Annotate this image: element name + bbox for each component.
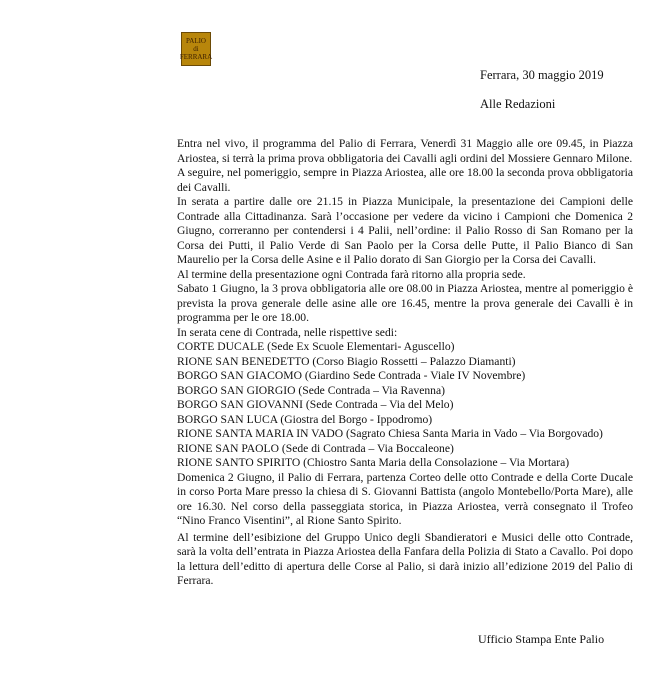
logo-line-3: FERRARA [179, 53, 213, 61]
logo-line-2: di [193, 45, 199, 53]
contrada-item: BORGO SAN GIORGIO (Sede Contrada – Via Ravenna) [177, 383, 445, 397]
letter-date: Ferrara, 30 maggio 2019 [480, 68, 604, 82]
paragraph-finale: Al termine dell’esibizione del Gruppo Unico degli Sbandieratori e Musici delle otto Contrade, sarà la volta dell’entrata in Piazza Ariostea della Fanfara della Polizia di Stato a Cavallo. Poi dopo la lettura dell’editto di apertura delle Corse al Palio, si darà inizio all’edizione 2019 del Palio di Ferrara. [177, 530, 633, 587]
paragraph-saturday: Sabato 1 Giugno, la 3 prova obbligatoria alle ore 08.00 in Piazza Ariostea, mentre al pomeriggio è prevista la prova generale delle asine alle ore 16.45, mentre la prova generale dei Cavalli è in programma per le ore 18.00. [177, 282, 633, 324]
contrada-item: BORGO SAN GIACOMO (Giardino Sede Contrada - Viale IV Novembre) [177, 369, 526, 382]
paragraph-dinners: In serata cene di Contrada, nelle rispettive sedi: [177, 325, 398, 339]
paragraph-intro: Entra nel vivo, il programma del Palio di Ferrara, Venerdì 31 Maggio alle ore 09.45, in Piazza Ariostea, si terrà la prima prova obbligatoria dei Cavalli agli ordini del Mossiere Gennaro Milone. [177, 137, 633, 165]
paragraph-afternoon: A seguire, nel pomeriggio, sempre in Piazza Ariostea, alle ore 18.00 la seconda prova obbligatoria dei Cavalli. [177, 166, 633, 194]
logo-line-1: PALIO [186, 37, 206, 45]
paragraph-evening: In serata a partire dalle ore 21.15 in Piazza Municipale, la presentazione dei Campioni delle Contrade alla Cittadinanza. Sarà l’occasione per vedere da vicino i Campioni che Domenica 2 Giugno, correranno per contendersi i 4 Palii, nell’ordine: il Palio Rosso di San Romano per la Corsa dei Putti, il Palio Verde di San Paolo per la Corsa delle Putte, il Palio Bianco di San Maurelio per la Corsa delle Asine e il Palio dorato di San Giorgio per la Corsa dei Cavalli. [177, 195, 633, 266]
signature: Ufficio Stampa Ente Palio [478, 632, 605, 646]
contrada-item: RIONE SANTA MARIA IN VADO (Sagrato Chiesa Santa Maria in Vado – Via Borgovado) [177, 427, 603, 440]
contrada-item: RIONE SAN PAOLO (Sede di Contrada – Via Boccaleone) [177, 441, 454, 455]
paragraph-sunday: Domenica 2 Giugno, il Palio di Ferrara, partenza Corteo delle otto Contrade e della Corte Ducale in corso Porta Mare presso la chiesa di S. Giovanni Battista (angolo Montebello/Porta Mare), alle ore 16.30. Nel corso della passeggiata storica, in Piazza Ariostea, verrà consegnato il Trofeo “Nino Franco Visentini”, al Rione Santo Spirito. [177, 470, 633, 527]
paragraph-return: Al termine della presentazione ogni Contrada farà ritorno alla propria sede. [177, 267, 526, 281]
contrada-item: BORGO SAN GIOVANNI (Sede Contrada – Via del Melo) [177, 398, 454, 411]
letter-recipient: Alle Redazioni [480, 97, 556, 111]
contrada-item: RIONE SAN BENEDETTO (Corso Biagio Rossetti – Palazzo Diamanti) [177, 354, 516, 368]
contrada-item: RIONE SANTO SPIRITO (Chiostro Santa Maria della Consolazione – Via Mortara) [177, 456, 570, 469]
letter-body [177, 137, 633, 589]
contrada-item: CORTE DUCALE (Sede Ex Scuole Elementari- Aguscello) [177, 340, 455, 353]
contrada-item: BORGO SAN LUCA (Giostra del Borgo - Ippodromo) [177, 412, 433, 426]
palio-logo [181, 32, 211, 66]
